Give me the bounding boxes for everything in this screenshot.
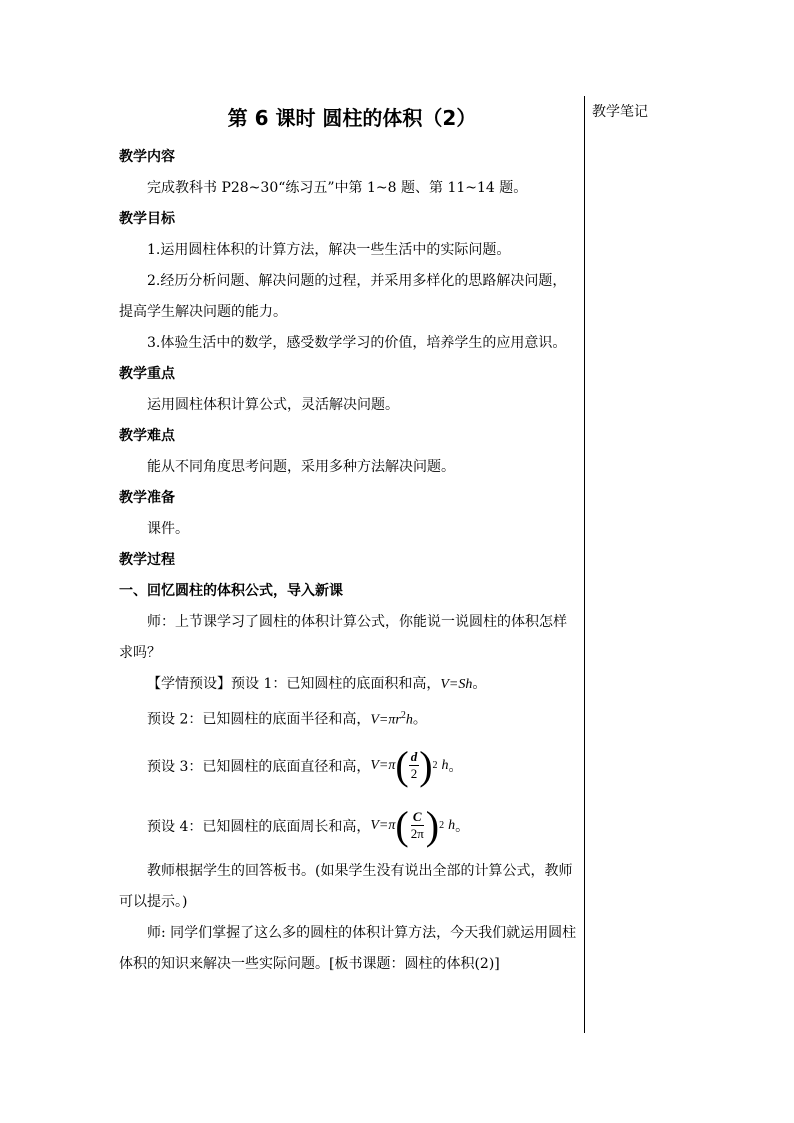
teaching-notes-label: 教学笔记	[592, 104, 648, 120]
section-heading-process: 教学过程	[119, 552, 175, 568]
preset-4-label: 预设 4：已知圆柱的底面周长和高，	[147, 818, 371, 835]
end-mark: 。	[472, 676, 487, 692]
end-mark: 。	[455, 818, 470, 835]
section-heading-difficulties: 教学难点	[119, 428, 175, 444]
preset-2-label: 预设 2：已知圆柱的底面半径和高，	[147, 711, 371, 728]
preset-3-fraction	[409, 749, 420, 782]
preset-3-prefix: V=π	[370, 757, 396, 773]
goal-item: 3.体验生活中的数学，感受数学学习的价值，培养学生的应用意识。	[147, 335, 567, 351]
preparation-text: 课件。	[147, 521, 189, 537]
preset-3-label: 预设 3：已知圆柱的底面直径和高，	[147, 758, 371, 775]
end-mark: 。	[448, 758, 463, 775]
preset-2-exponent: 2	[400, 710, 406, 721]
right-paren-glyph: )	[419, 742, 433, 788]
section-heading-preparation: 教学准备	[119, 490, 175, 506]
goal-item: 2.经历分析问题、解决问题的过程，并采用多样化的思路解决问题，提高学生解决问题的能力。	[119, 273, 567, 320]
difficulties-text: 能从不同角度思考问题，采用多种方法解决问题。	[147, 459, 455, 475]
key-points-text: 运用圆柱体积计算公式，灵活解决问题。	[147, 397, 399, 413]
preset-2-formula-a: V=πr	[370, 712, 401, 728]
section-heading-key-points: 教学重点	[119, 366, 175, 382]
teacher-board-note: 教师根据学生的回答板书。(如果学生没有说出全部的计算公式，教师可以提示。)	[119, 862, 573, 910]
preset-3-denominator: 2	[410, 766, 418, 782]
notes-column-divider	[584, 96, 585, 1033]
section-heading-content: 教学内容	[119, 149, 175, 165]
closing-text: 师: 同学们掌握了这么多的圆柱的体积计算方法，今天我们就运用圆柱体积的知识来解决一些实际问题。[板书课题：圆柱的体积(2)]	[119, 924, 577, 972]
main-content	[119, 142, 580, 980]
preset-4-fraction	[409, 809, 426, 842]
preset-4	[119, 796, 580, 856]
process-intro: 师：上节课学习了圆柱的体积计算公式，你能说一说圆柱的体积怎样求吗？	[119, 614, 567, 661]
preset-4-exponent: 2	[439, 820, 445, 832]
preset-4-numerator: C	[412, 809, 422, 825]
preset-1-label: 【学情预设】预设 1：已知圆柱的底面积和高，	[147, 676, 441, 692]
preset-3	[119, 736, 580, 796]
preset-1-formula: V=Sh	[440, 677, 473, 692]
preset-1	[119, 669, 580, 700]
right-paren-glyph: )	[425, 802, 440, 848]
preset-4-prefix: V=π	[370, 817, 396, 833]
goal-item: 1.运用圆柱体积的计算方法，解决一些生活中的实际问题。	[147, 242, 511, 258]
preset-3-numerator: d	[410, 749, 418, 765]
preset-2-formula-b: h	[405, 712, 413, 728]
preset-3-suffix: h	[441, 757, 449, 773]
preset-4-denominator: 2π	[410, 826, 424, 842]
preset-3-exponent: 2	[432, 760, 438, 772]
left-paren-glyph: (	[395, 742, 409, 788]
page-title: 第 6 课时 圆柱的体积（2）	[227, 106, 477, 130]
preset-4-suffix: h	[448, 817, 456, 833]
left-paren-glyph: (	[395, 802, 409, 848]
section-heading-goals: 教学目标	[119, 211, 175, 227]
content-text: 完成教科书 P28~30“练习五”中第 1~8 题、第 11~14 题。	[147, 180, 528, 196]
preset-2	[119, 700, 580, 736]
process-subheading: 一、回忆圆柱的体积公式，导入新课	[119, 583, 343, 599]
end-mark: 。	[412, 711, 427, 728]
